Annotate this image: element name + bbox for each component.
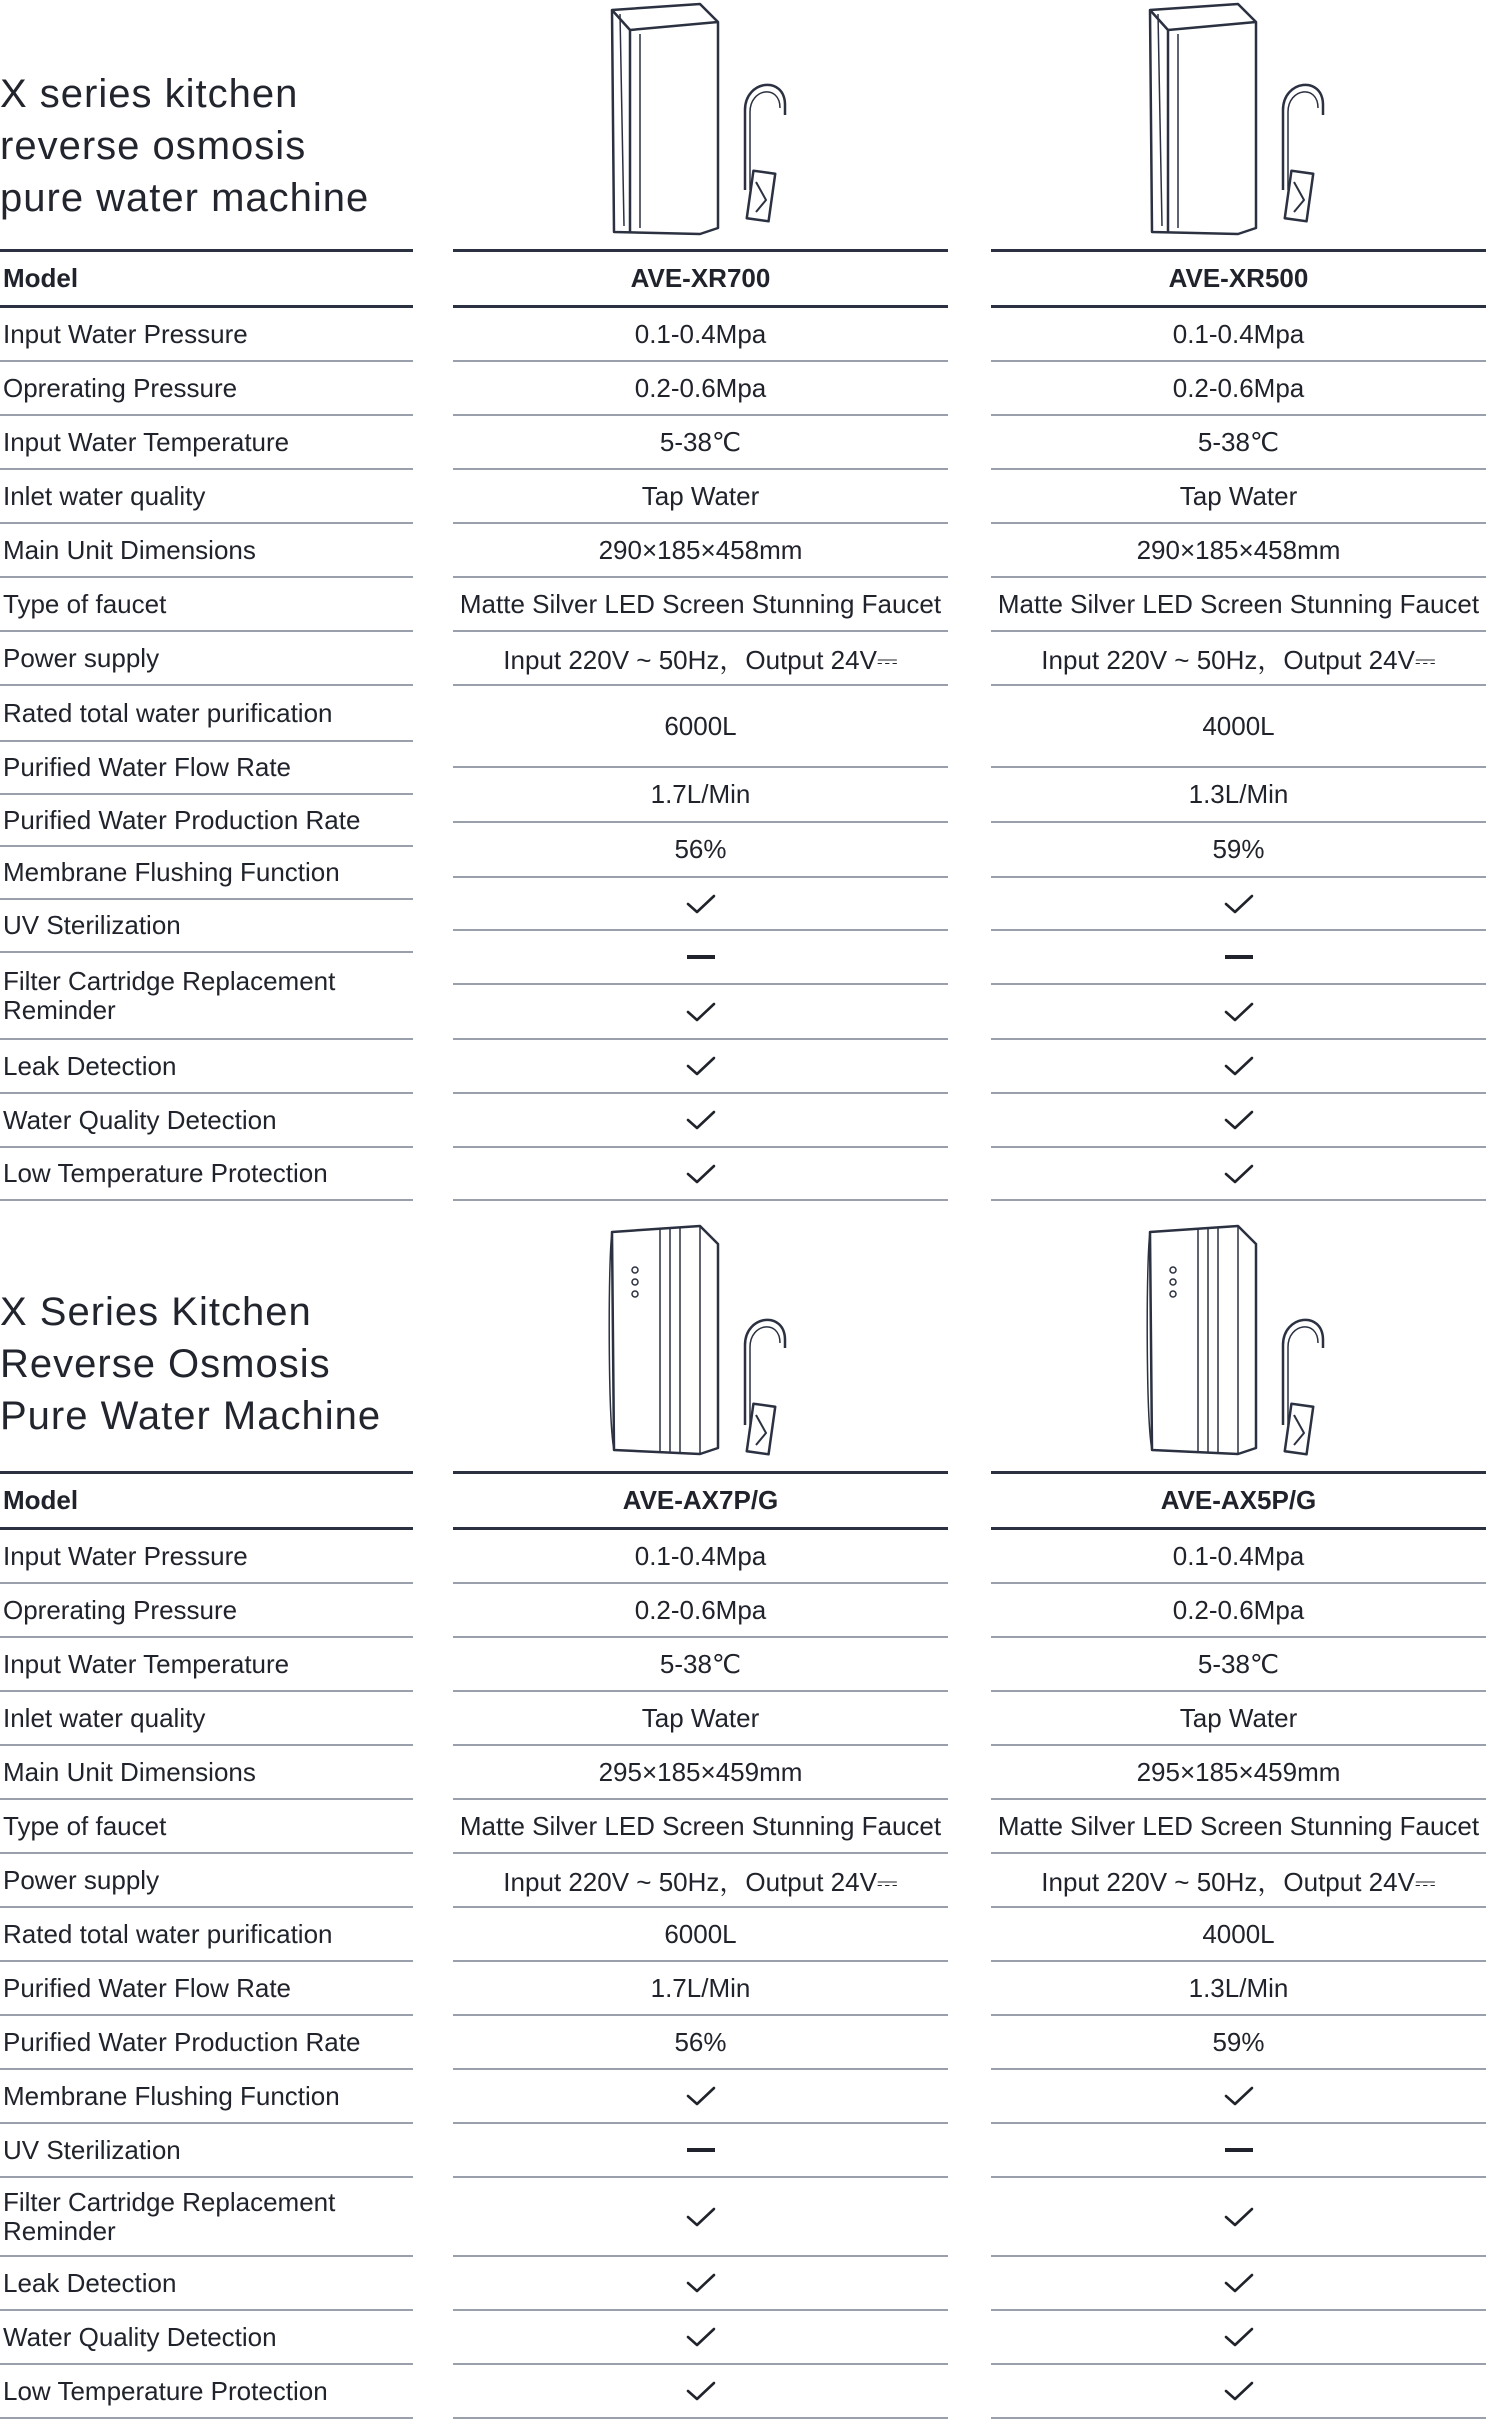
spec-value: 1.3L/Min bbox=[1188, 1972, 1289, 2003]
model-name: AVE-AX7P/G bbox=[622, 1484, 779, 1515]
spec-label: Inlet water quality bbox=[3, 1702, 206, 1733]
spec-label-row bbox=[0, 578, 413, 632]
check-icon bbox=[1224, 2206, 1254, 2228]
spec-value-row bbox=[453, 1094, 948, 1148]
model-name-row bbox=[453, 1473, 948, 1530]
spec-label-row bbox=[0, 847, 413, 900]
spec-value-row bbox=[991, 1638, 1486, 1692]
spec-value: Input 220V ~ 50Hz，Output 24V⎓ bbox=[503, 1866, 898, 1897]
spec-value-row bbox=[453, 524, 948, 578]
spec-value: Input 220V ~ 50Hz，Output 24V⎓ bbox=[1041, 644, 1436, 675]
spec-label: Membrane Flushing Function bbox=[3, 2080, 340, 2111]
spec-value: 295×185×459mm bbox=[598, 1756, 803, 1787]
check-icon bbox=[1224, 2085, 1254, 2107]
spec-value-row bbox=[991, 686, 1486, 768]
spec-value: Matte Silver LED Screen Stunning Faucet bbox=[459, 588, 942, 619]
spec-value-row bbox=[453, 1638, 948, 1692]
spec-value-row bbox=[991, 308, 1486, 362]
spec-label-row bbox=[0, 1040, 413, 1094]
spec-label: Main Unit Dimensions bbox=[3, 534, 256, 565]
spec-value: 0.1-0.4Mpa bbox=[1172, 1540, 1305, 1571]
spec-value-row bbox=[453, 1584, 948, 1638]
spec-label: Main Unit Dimensions bbox=[3, 1756, 256, 1787]
spec-value-row bbox=[453, 2365, 948, 2419]
section-title: X Series Kitchen Reverse Osmosis Pure Water Machine bbox=[0, 1290, 382, 1438]
spec-label-row bbox=[0, 2124, 413, 2178]
spec-label: Leak Detection bbox=[3, 2267, 177, 2298]
spec-value-row bbox=[453, 362, 948, 416]
spec-label-row bbox=[0, 1638, 413, 1692]
check-icon bbox=[686, 2272, 716, 2294]
spec-value-row bbox=[453, 2016, 948, 2070]
spec-value-row bbox=[453, 470, 948, 524]
spec-label-row bbox=[0, 2070, 413, 2124]
spec-label-row bbox=[0, 2178, 413, 2257]
spec-label: Power supply bbox=[3, 642, 160, 673]
spec-label-row bbox=[0, 1908, 413, 1962]
spec-value-row bbox=[991, 1962, 1486, 2016]
model-label-row bbox=[0, 1473, 413, 1530]
spec-value-row bbox=[991, 768, 1486, 823]
spec-label: UV Sterilization bbox=[3, 2134, 181, 2165]
spec-label-row bbox=[0, 953, 413, 1040]
spec-value-row bbox=[991, 2070, 1486, 2124]
dash-icon bbox=[687, 955, 715, 959]
spec-label: Power supply bbox=[3, 1864, 160, 1895]
spec-value-row bbox=[453, 1148, 948, 1201]
spec-value-row bbox=[453, 878, 948, 931]
spec-value-row bbox=[991, 985, 1486, 1040]
spec-label-row bbox=[0, 1962, 413, 2016]
spec-value-row bbox=[991, 1746, 1486, 1800]
spec-value: 290×185×458mm bbox=[1136, 534, 1341, 565]
spec-value-row bbox=[453, 1854, 948, 1908]
spec-value-row bbox=[991, 1530, 1486, 1584]
check-icon bbox=[686, 2380, 716, 2402]
spec-label: Rated total water purification bbox=[3, 697, 333, 728]
spec-value-row bbox=[453, 2124, 948, 2178]
spec-value: 0.2-0.6Mpa bbox=[634, 372, 767, 403]
check-icon bbox=[686, 1001, 716, 1023]
spec-value-row bbox=[991, 416, 1486, 470]
spec-value-row bbox=[453, 2070, 948, 2124]
spec-value-row bbox=[991, 470, 1486, 524]
spec-value: Tap Water bbox=[1179, 480, 1298, 511]
spec-section-ax bbox=[0, 1220, 1486, 2419]
check-icon bbox=[1224, 1055, 1254, 1077]
spec-label-row bbox=[0, 1746, 413, 1800]
section-title: X series kitchen reverse osmosis pure water machine bbox=[0, 72, 370, 220]
check-icon bbox=[686, 1055, 716, 1077]
spec-value-row bbox=[991, 2124, 1486, 2178]
spec-label: Purified Water Production Rate bbox=[3, 2026, 361, 2057]
dash-icon bbox=[1225, 2148, 1253, 2152]
spec-label-row bbox=[0, 1854, 413, 1908]
spec-value-row bbox=[991, 578, 1486, 632]
spec-value-row bbox=[991, 524, 1486, 578]
spec-value: 1.3L/Min bbox=[1188, 779, 1289, 809]
spec-value-row bbox=[453, 632, 948, 686]
spec-label: Model bbox=[3, 262, 79, 293]
spec-label-row bbox=[0, 1094, 413, 1148]
spec-value-row bbox=[453, 1746, 948, 1800]
spec-value: 4000L bbox=[1202, 710, 1275, 741]
spec-value-row bbox=[453, 1800, 948, 1854]
spec-label: Input Water Temperature bbox=[3, 1648, 290, 1679]
spec-value-row bbox=[991, 1094, 1486, 1148]
model-name-row bbox=[453, 251, 948, 308]
spec-section-xr bbox=[0, 0, 1486, 1200]
spec-label: Purified Water Production Rate bbox=[3, 804, 361, 835]
check-icon bbox=[1224, 1001, 1254, 1023]
spec-value-row bbox=[453, 1962, 948, 2016]
spec-value: 6000L bbox=[664, 710, 737, 741]
spec-label: Water Quality Detection bbox=[3, 2321, 277, 2352]
spec-label: Membrane Flushing Function bbox=[3, 857, 340, 887]
spec-label-row bbox=[0, 470, 413, 524]
check-icon bbox=[1224, 893, 1254, 915]
spec-value-row bbox=[991, 1800, 1486, 1854]
spec-value-row bbox=[453, 1908, 948, 1962]
spec-label: Leak Detection bbox=[3, 1050, 177, 1081]
spec-value-row bbox=[991, 362, 1486, 416]
spec-value-row bbox=[991, 931, 1486, 985]
spec-label: Purified Water Flow Rate bbox=[3, 1972, 292, 2003]
spec-value-row bbox=[991, 878, 1486, 931]
spec-value: 0.2-0.6Mpa bbox=[1172, 372, 1305, 403]
spec-value-row bbox=[453, 985, 948, 1040]
panel-purifier-illustration bbox=[1138, 1220, 1338, 1465]
spec-label-row bbox=[0, 1530, 413, 1584]
spec-label-row bbox=[0, 416, 413, 470]
spec-value-row bbox=[453, 2178, 948, 2257]
spec-value-row bbox=[991, 2365, 1486, 2419]
spec-value: 5-38℃ bbox=[659, 1648, 742, 1679]
spec-value-row bbox=[991, 2257, 1486, 2311]
spec-label: Filter Cartridge Replacement Reminder bbox=[3, 965, 336, 1025]
spec-label-row bbox=[0, 1584, 413, 1638]
spec-value: 1.7L/Min bbox=[650, 779, 751, 809]
spec-value: 5-38℃ bbox=[1197, 426, 1280, 457]
spec-label-row bbox=[0, 1148, 413, 1201]
spec-label-row bbox=[0, 795, 413, 847]
spec-value: 0.1-0.4Mpa bbox=[1172, 318, 1305, 349]
spec-value-row bbox=[453, 2257, 948, 2311]
spec-value: 56% bbox=[674, 2026, 727, 2057]
dash-icon bbox=[1225, 955, 1253, 959]
spec-label: Input Water Temperature bbox=[3, 426, 290, 457]
spec-label-row bbox=[0, 632, 413, 686]
check-icon bbox=[686, 1109, 716, 1131]
spec-value-row bbox=[453, 1530, 948, 1584]
spec-label: Oprerating Pressure bbox=[3, 1594, 238, 1625]
spec-label: Input Water Pressure bbox=[3, 318, 248, 349]
spec-label: Filter Cartridge Replacement Reminder bbox=[3, 2186, 336, 2246]
spec-value-row bbox=[453, 578, 948, 632]
check-icon bbox=[1224, 1109, 1254, 1131]
model-label-row bbox=[0, 251, 413, 308]
check-icon bbox=[1224, 1163, 1254, 1185]
check-icon bbox=[686, 2085, 716, 2107]
spec-label: Model bbox=[3, 1484, 79, 1515]
model-name-row bbox=[991, 1473, 1486, 1530]
model-name: AVE-XR500 bbox=[1168, 262, 1309, 293]
spec-label: Water Quality Detection bbox=[3, 1104, 277, 1135]
spec-value: 5-38℃ bbox=[1197, 1648, 1280, 1679]
spec-label: Low Temperature Protection bbox=[3, 1158, 328, 1188]
spec-value: 0.2-0.6Mpa bbox=[634, 1594, 767, 1625]
spec-value: Input 220V ~ 50Hz，Output 24V⎓ bbox=[1041, 1866, 1436, 1897]
dash-icon bbox=[687, 2148, 715, 2152]
check-icon bbox=[686, 2326, 716, 2348]
spec-value-row bbox=[453, 1040, 948, 1094]
spec-label: Input Water Pressure bbox=[3, 1540, 248, 1571]
check-icon bbox=[686, 893, 716, 915]
spec-value: 5-38℃ bbox=[659, 426, 742, 457]
spec-label-row bbox=[0, 742, 413, 795]
spec-label-row bbox=[0, 2257, 413, 2311]
spec-label: Rated total water purification bbox=[3, 1918, 333, 1949]
spec-value: 59% bbox=[1212, 2026, 1265, 2057]
model-name-row bbox=[991, 251, 1486, 308]
spec-value: 0.1-0.4Mpa bbox=[634, 318, 767, 349]
spec-label-row bbox=[0, 2016, 413, 2070]
check-icon bbox=[686, 2206, 716, 2228]
spec-label: Low Temperature Protection bbox=[3, 2375, 328, 2406]
spec-value-row bbox=[991, 2016, 1486, 2070]
spec-label: Oprerating Pressure bbox=[3, 372, 238, 403]
spec-value-row bbox=[453, 931, 948, 985]
check-icon bbox=[1224, 2326, 1254, 2348]
spec-value-row bbox=[453, 686, 948, 768]
spec-value-row bbox=[453, 2311, 948, 2365]
spec-value: Matte Silver LED Screen Stunning Faucet bbox=[997, 1810, 1480, 1841]
spec-label: Purified Water Flow Rate bbox=[3, 752, 292, 782]
spec-value: 290×185×458mm bbox=[598, 534, 803, 565]
spec-label-row bbox=[0, 1800, 413, 1854]
spec-value: 0.1-0.4Mpa bbox=[634, 1540, 767, 1571]
spec-value: 0.2-0.6Mpa bbox=[1172, 1594, 1305, 1625]
tall-purifier-illustration bbox=[600, 0, 800, 245]
spec-value: Matte Silver LED Screen Stunning Faucet bbox=[997, 588, 1480, 619]
spec-value: 1.7L/Min bbox=[650, 1972, 751, 2003]
spec-label-row bbox=[0, 686, 413, 742]
spec-label-row bbox=[0, 362, 413, 416]
spec-value: 4000L bbox=[1202, 1918, 1275, 1949]
spec-label-row bbox=[0, 308, 413, 362]
spec-value: 56% bbox=[674, 834, 727, 864]
spec-label-row bbox=[0, 2365, 413, 2419]
spec-label-row bbox=[0, 1692, 413, 1746]
spec-value-row bbox=[991, 2311, 1486, 2365]
spec-value: 6000L bbox=[664, 1918, 737, 1949]
spec-value-row bbox=[991, 823, 1486, 878]
spec-value: Tap Water bbox=[641, 1702, 760, 1733]
spec-value-row bbox=[453, 1692, 948, 1746]
model-name: AVE-XR700 bbox=[630, 262, 771, 293]
spec-value-row bbox=[453, 768, 948, 823]
spec-value-row bbox=[991, 1148, 1486, 1201]
spec-value-row bbox=[453, 823, 948, 878]
check-icon bbox=[1224, 2272, 1254, 2294]
spec-value-row bbox=[991, 2178, 1486, 2257]
spec-label: UV Sterilization bbox=[3, 910, 181, 940]
check-icon bbox=[686, 1163, 716, 1185]
check-icon bbox=[1224, 2380, 1254, 2402]
spec-label: Inlet water quality bbox=[3, 480, 206, 511]
spec-value-row bbox=[453, 308, 948, 362]
spec-value-row bbox=[991, 1908, 1486, 1962]
spec-value-row bbox=[991, 632, 1486, 686]
spec-value-row bbox=[991, 1854, 1486, 1908]
panel-purifier-illustration bbox=[600, 1220, 800, 1465]
spec-label-row bbox=[0, 900, 413, 953]
model-name: AVE-AX5P/G bbox=[1160, 1484, 1317, 1515]
spec-value-row bbox=[991, 1584, 1486, 1638]
spec-label-row bbox=[0, 2311, 413, 2365]
spec-label: Type of faucet bbox=[3, 1810, 167, 1841]
spec-value: 295×185×459mm bbox=[1136, 1756, 1341, 1787]
spec-value: Input 220V ~ 50Hz，Output 24V⎓ bbox=[503, 644, 898, 675]
spec-value: 59% bbox=[1212, 834, 1265, 864]
spec-value-row bbox=[991, 1040, 1486, 1094]
tall-purifier-illustration bbox=[1138, 0, 1338, 245]
spec-label-row bbox=[0, 524, 413, 578]
spec-value: Matte Silver LED Screen Stunning Faucet bbox=[459, 1810, 942, 1841]
spec-label: Type of faucet bbox=[3, 588, 167, 619]
spec-value-row bbox=[991, 1692, 1486, 1746]
spec-value: Tap Water bbox=[1179, 1702, 1298, 1733]
spec-value-row bbox=[453, 416, 948, 470]
spec-value: Tap Water bbox=[641, 480, 760, 511]
